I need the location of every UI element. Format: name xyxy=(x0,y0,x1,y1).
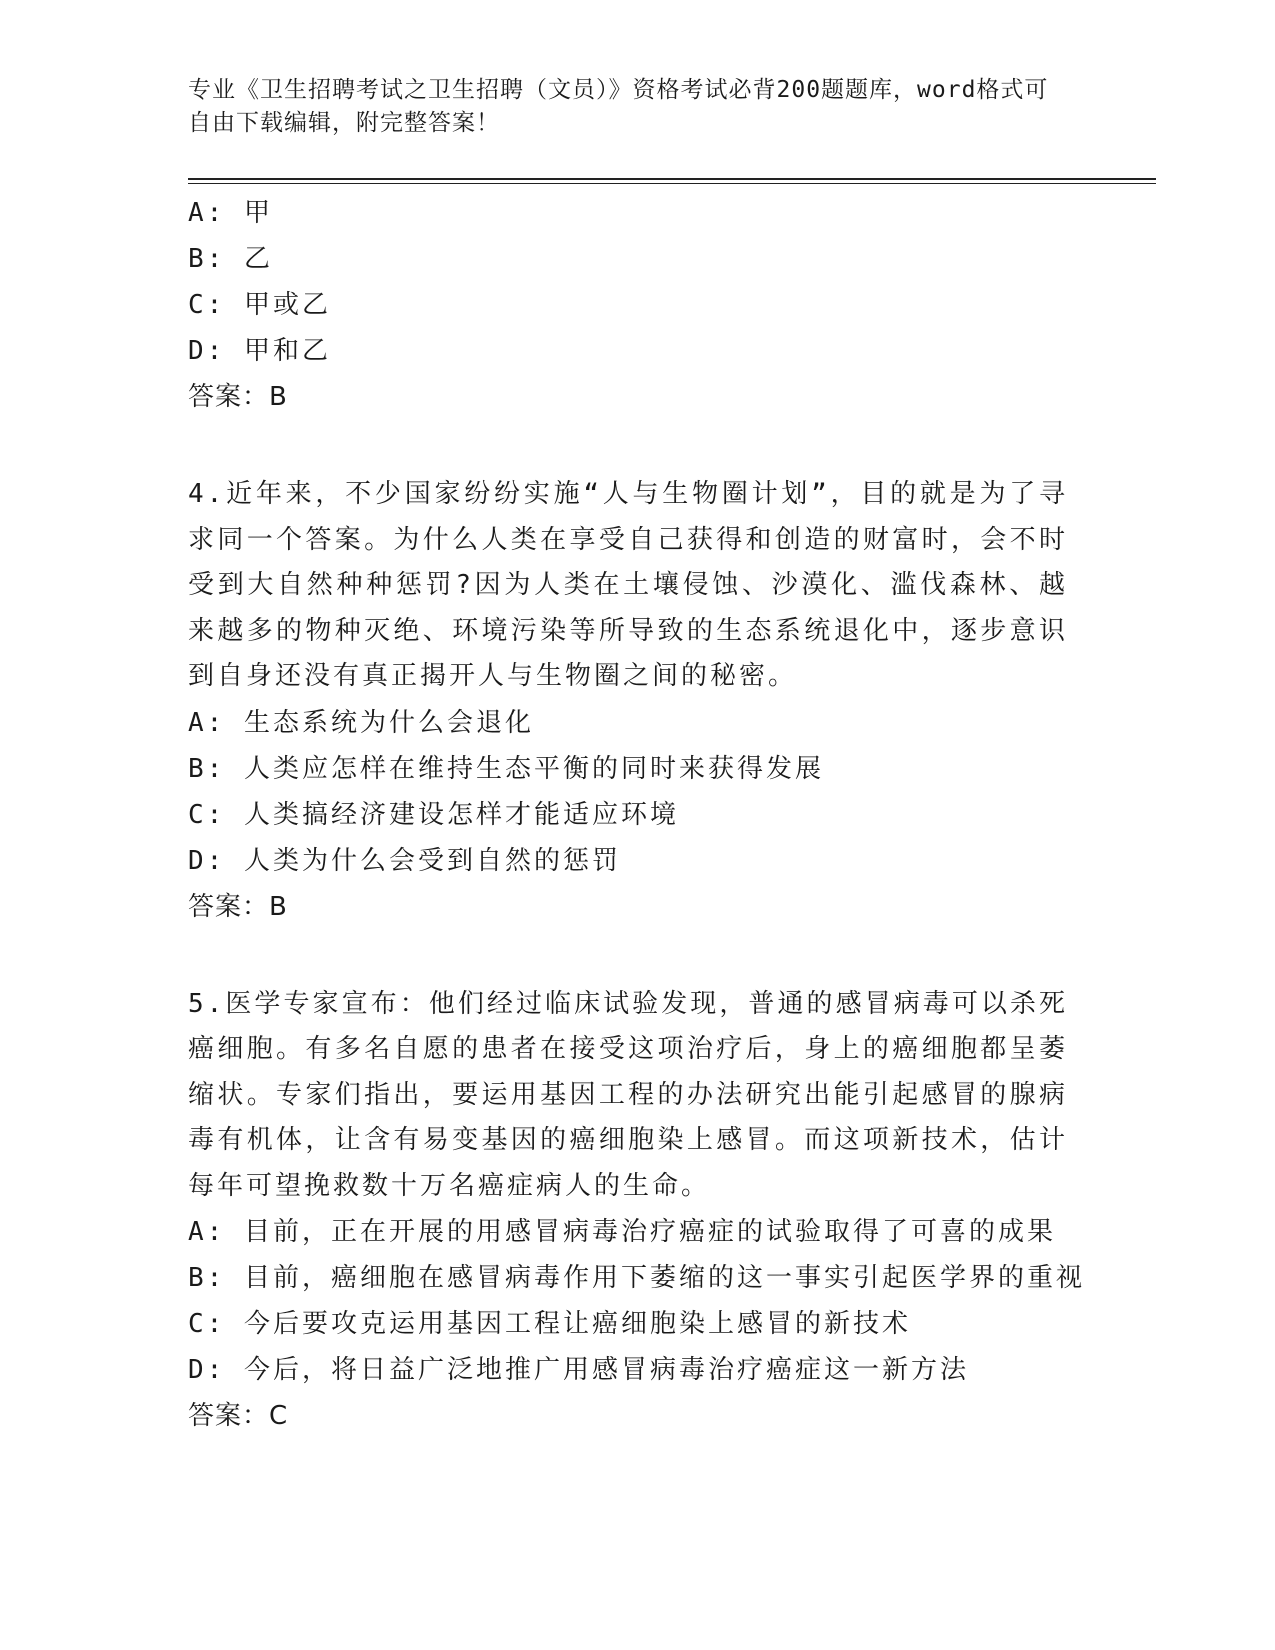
option-b: B: 人类应怎样在维持生态平衡的同时来获得发展 xyxy=(188,753,824,784)
option-b: B: 乙 xyxy=(188,244,273,274)
header-rule-thin xyxy=(188,183,1156,184)
question-stem: 4.近年来，不少国家纷纷实施“人与生物圈计划”，目的就是为了寻求同一个答案。为什么人类在享受自己获得和创造的财富时，会不时受到大自然种种惩罚?因为人类在土壤侵蚀、沙漠化、滥伐森林、越来越多的物种灭绝、环境污染等所导致的生态系统退化中，逐步意识到自身还没有真正揭开人与生物圈之间的秘密。 xyxy=(188,479,1068,691)
option-d: D: 今后，将日益广泛地推广用感冒病毒治疗癌症这一新方法 xyxy=(188,1355,969,1385)
option-d: D: 人类为什么会受到自然的惩罚 xyxy=(188,845,621,876)
answer-line: 答案：B xyxy=(188,891,288,922)
option-a: A: 生态系统为什么会退化 xyxy=(188,707,534,738)
spacer xyxy=(188,420,1088,472)
answer-line: 答案：C xyxy=(188,1401,289,1431)
document-header: 专业《卫生招聘考试之卫生招聘（文员）》资格考试必背200题题库，word格式可自由下载编辑，附完整答案！ xyxy=(188,77,1049,136)
option-d: D: 甲和乙 xyxy=(188,336,331,366)
option-a: A: 目前，正在开展的用感冒病毒治疗癌症的试验取得了可喜的成果 xyxy=(188,1217,1056,1247)
question-stem: 5.医学专家宣布：他们经过临床试验发现，普通的感冒病毒可以杀死癌细胞。有多名自愿的患者在接受这项治疗后，身上的癌细胞都呈萎缩状。专家们指出，要运用基因工程的办法研究出能引起感冒的腺病毒有机体，让含有易变基因的癌细胞染上感冒。而这项新技术，估计每年可望挽救数十万名癌症病人的生命。 xyxy=(188,988,1068,1201)
spacer xyxy=(188,930,1088,982)
option-c: C: 甲或乙 xyxy=(188,290,331,320)
header-rule-thick xyxy=(188,178,1156,180)
question-4 xyxy=(188,472,1088,930)
option-c: C: 人类搞经济建设怎样才能适应环境 xyxy=(188,799,679,830)
option-a: A: 甲 xyxy=(188,198,273,228)
question-5 xyxy=(188,982,1088,1440)
previous-question xyxy=(188,190,1088,420)
option-c: C: 今后要攻克运用基因工程让癌细胞染上感冒的新技术 xyxy=(188,1309,911,1339)
option-b: B: 目前，癌细胞在感冒病毒作用下萎缩的这一事实引起医学界的重视 xyxy=(188,1263,1085,1293)
answer-line: 答案：B xyxy=(188,382,288,412)
question-content xyxy=(188,190,1088,1439)
